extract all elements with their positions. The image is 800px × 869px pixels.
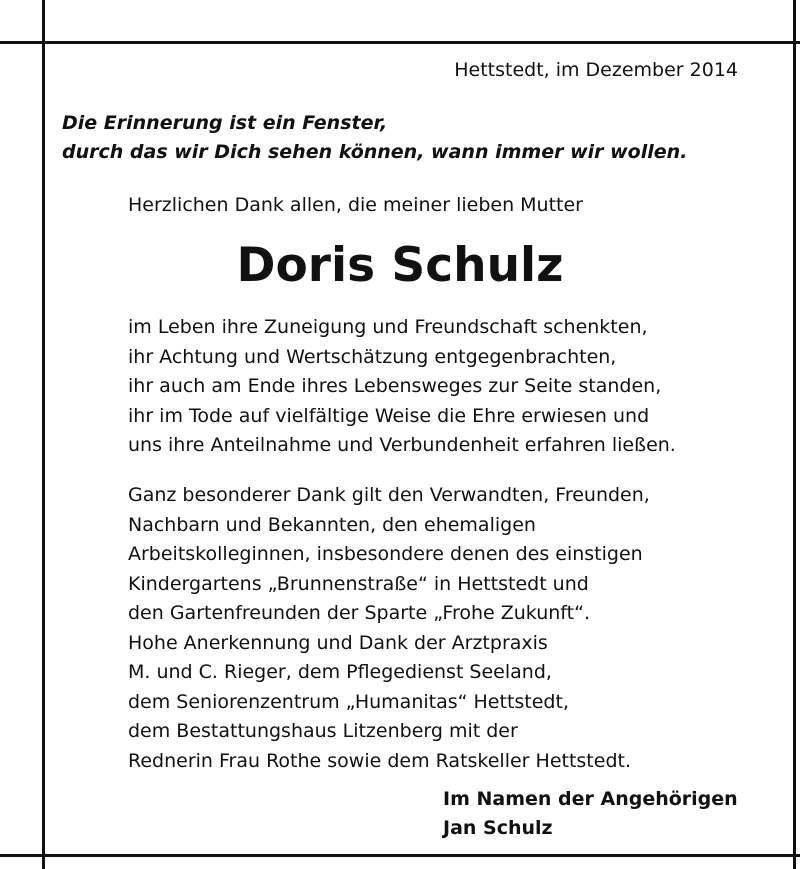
paragraph-line: uns ihre Anteilnahme und Verbundenheit erfahren ließen. — [128, 434, 676, 456]
paragraph-line: Ganz besonderer Dank gilt den Verwandten, Freunden, — [128, 484, 650, 506]
paragraph-line: dem Bestattungshaus Litzenberg mit der — [128, 720, 518, 742]
paragraph-line: dem Seniorenzentrum „Humanitas“ Hettstedt, — [128, 690, 569, 713]
motto-line: Die Erinnerung ist ein Fenster, — [62, 112, 388, 134]
signature-block — [443, 785, 738, 843]
left-border-rule — [42, 0, 45, 869]
paragraph-line: M. und C. Rieger, dem Pflegedienst Seeland, — [128, 661, 552, 683]
date-line: Hettstedt, im Dezember 2014 — [454, 59, 738, 81]
motto-quote — [62, 109, 687, 167]
paragraph-line: Nachbarn und Bekannten, den ehemaligen — [128, 513, 536, 536]
deceased-name: Doris Schulz — [236, 238, 564, 293]
paragraph-line: Kindergartens „Brunnenstraße“ in Hettstedt und — [128, 572, 589, 595]
motto-line: durch das wir Dich sehen können, wann immer wir wollen. — [62, 141, 688, 163]
right-border-rule — [793, 0, 796, 869]
thanks-paragraph-2 — [128, 481, 650, 776]
paragraph-line: ihr im Tode auf vielfältige Weise die Ehre erwiesen und — [128, 404, 650, 427]
paragraph-line: ihr Achtung und Wertschätzung entgegenbrachten, — [128, 345, 617, 368]
paragraph-line: Hohe Anerkennung und Dank der Arztpraxis — [128, 631, 548, 654]
top-border-rule — [0, 41, 800, 44]
bottom-border-rule — [0, 854, 800, 857]
paragraph-line: ihr auch am Ende ihres Lebensweges zur Seite standen, — [128, 375, 662, 397]
paragraph-line: den Gartenfreunden der Sparte „Frohe Zukunft“. — [128, 602, 590, 624]
paragraph-line: im Leben ihre Zuneigung und Freundschaft schenkten, — [128, 316, 648, 338]
thanks-paragraph-1 — [128, 313, 676, 461]
paragraph-line: Arbeitskolleginnen, insbesondere denen des einstigen — [128, 543, 643, 565]
paragraph-line: Rednerin Frau Rothe sowie dem Ratskeller Hettstedt. — [128, 749, 631, 772]
signer-name: Jan Schulz — [443, 817, 553, 839]
signature-line: Im Namen der Angehörigen — [443, 788, 738, 810]
thanks-intro: Herzlichen Dank allen, die meiner lieben Mutter — [128, 194, 583, 216]
